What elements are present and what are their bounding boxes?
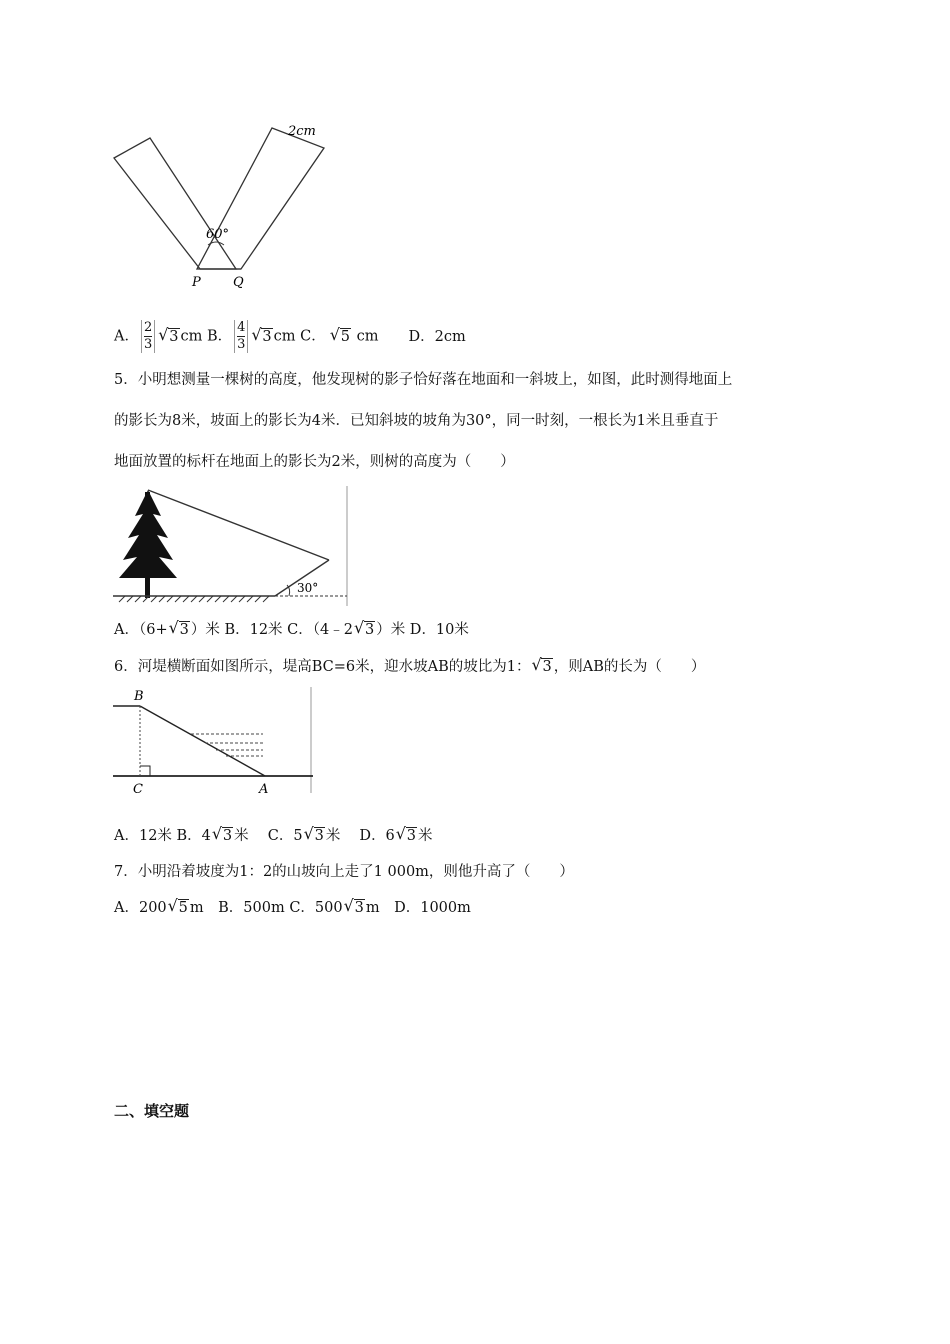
embankment-diagram [113,687,318,797]
point-b-label: B [134,689,144,704]
q6-option-b-sqrt: √ 3 [211,824,233,844]
q4-option-c-sqrt: √ 5 [329,324,350,345]
point-c-label: C [133,782,143,797]
q4-option-a-fraction: $\frac{2}{3}$ [141,320,155,353]
point-p-label: P [192,275,201,290]
q6-option-c-sqrt: √ 3 [303,824,324,844]
section-heading-fill-in: 二、填空题 [114,1102,190,1120]
q6-option-d-sqrt: √ 3 [395,824,417,844]
q5-option-c-sqrt: √ 3 [353,618,375,638]
slope-angle-label: 30° [297,581,319,595]
q6-stem: 6．河堤横断面如图所示，堤高BC=6米，迎水坡AB的坡比为1： √ 3 ，则AB的长为（ ） [114,655,706,675]
figure-q5-tree [113,486,353,608]
q7-option-a-sqrt: √ 5 [167,896,188,916]
q5-options: A．（6+ √ 3 ）米 B．12米 C．（4﹣2 √ 3 ）米 D．10米 [114,618,469,638]
point-a-label: A [259,782,269,797]
q6-stem-sqrt: √ 3 [531,655,552,675]
q4-option-b-label: B． [202,328,233,345]
q5-stem-line2: 的影长为8米，坡面上的影长为4米．已知斜坡的坡角为30°，同一时刻，一根长为1米且垂直于 [114,413,719,429]
q4-option-b-sqrt: √ 3 [251,324,272,345]
q4-option-a-sqrt: √ 3 [158,324,179,345]
q7-option-c-sqrt: √ 3 [343,896,364,916]
q7-options: A．200 √ 5 m B．500m C．500 √ 3 m D．1000m [114,896,471,916]
q5-option-a-sqrt: √ 3 [168,618,189,638]
q7-stem: 7．小明沿着坡度为1：2的山坡向上走了1 000m，则他升高了（ ） [114,864,574,880]
q4-option-b-fraction: $\frac{4}{3}$ [234,320,248,353]
tree-shadow-diagram [113,486,353,608]
q5-stem-line1: 5．小明想测量一棵树的高度，他发现树的影子恰好落在地面和一斜坡上，如图，此时测得地面上 [114,372,733,388]
width-label: 2cm [288,124,316,139]
figure-q6-embankment [113,687,318,797]
figure-q4-strips [112,118,332,293]
angle-label: 60° [206,227,230,242]
q4-options: A． $\frac{2}{3}$ √ 3 cm B． $\frac{4}{3}$ √ 3 cm C． √ 5 cm D．2cm [114,320,466,352]
q6-options: A．12米 B．4 √ 3 米 C．5 √ 3 米 D．6 √ 3 米 [114,824,433,844]
q5-stem-line3: 地面放置的标杆在地面上的影长为2米，则树的高度为（ ） [114,454,515,470]
strips-diagram [112,118,332,293]
tree-icon [119,490,177,578]
q4-option-c-label: C． [295,328,326,345]
point-q-label: Q [233,275,244,290]
q4-option-a-label: A． [114,328,139,345]
q4-option-d: D．2cm [408,328,466,345]
